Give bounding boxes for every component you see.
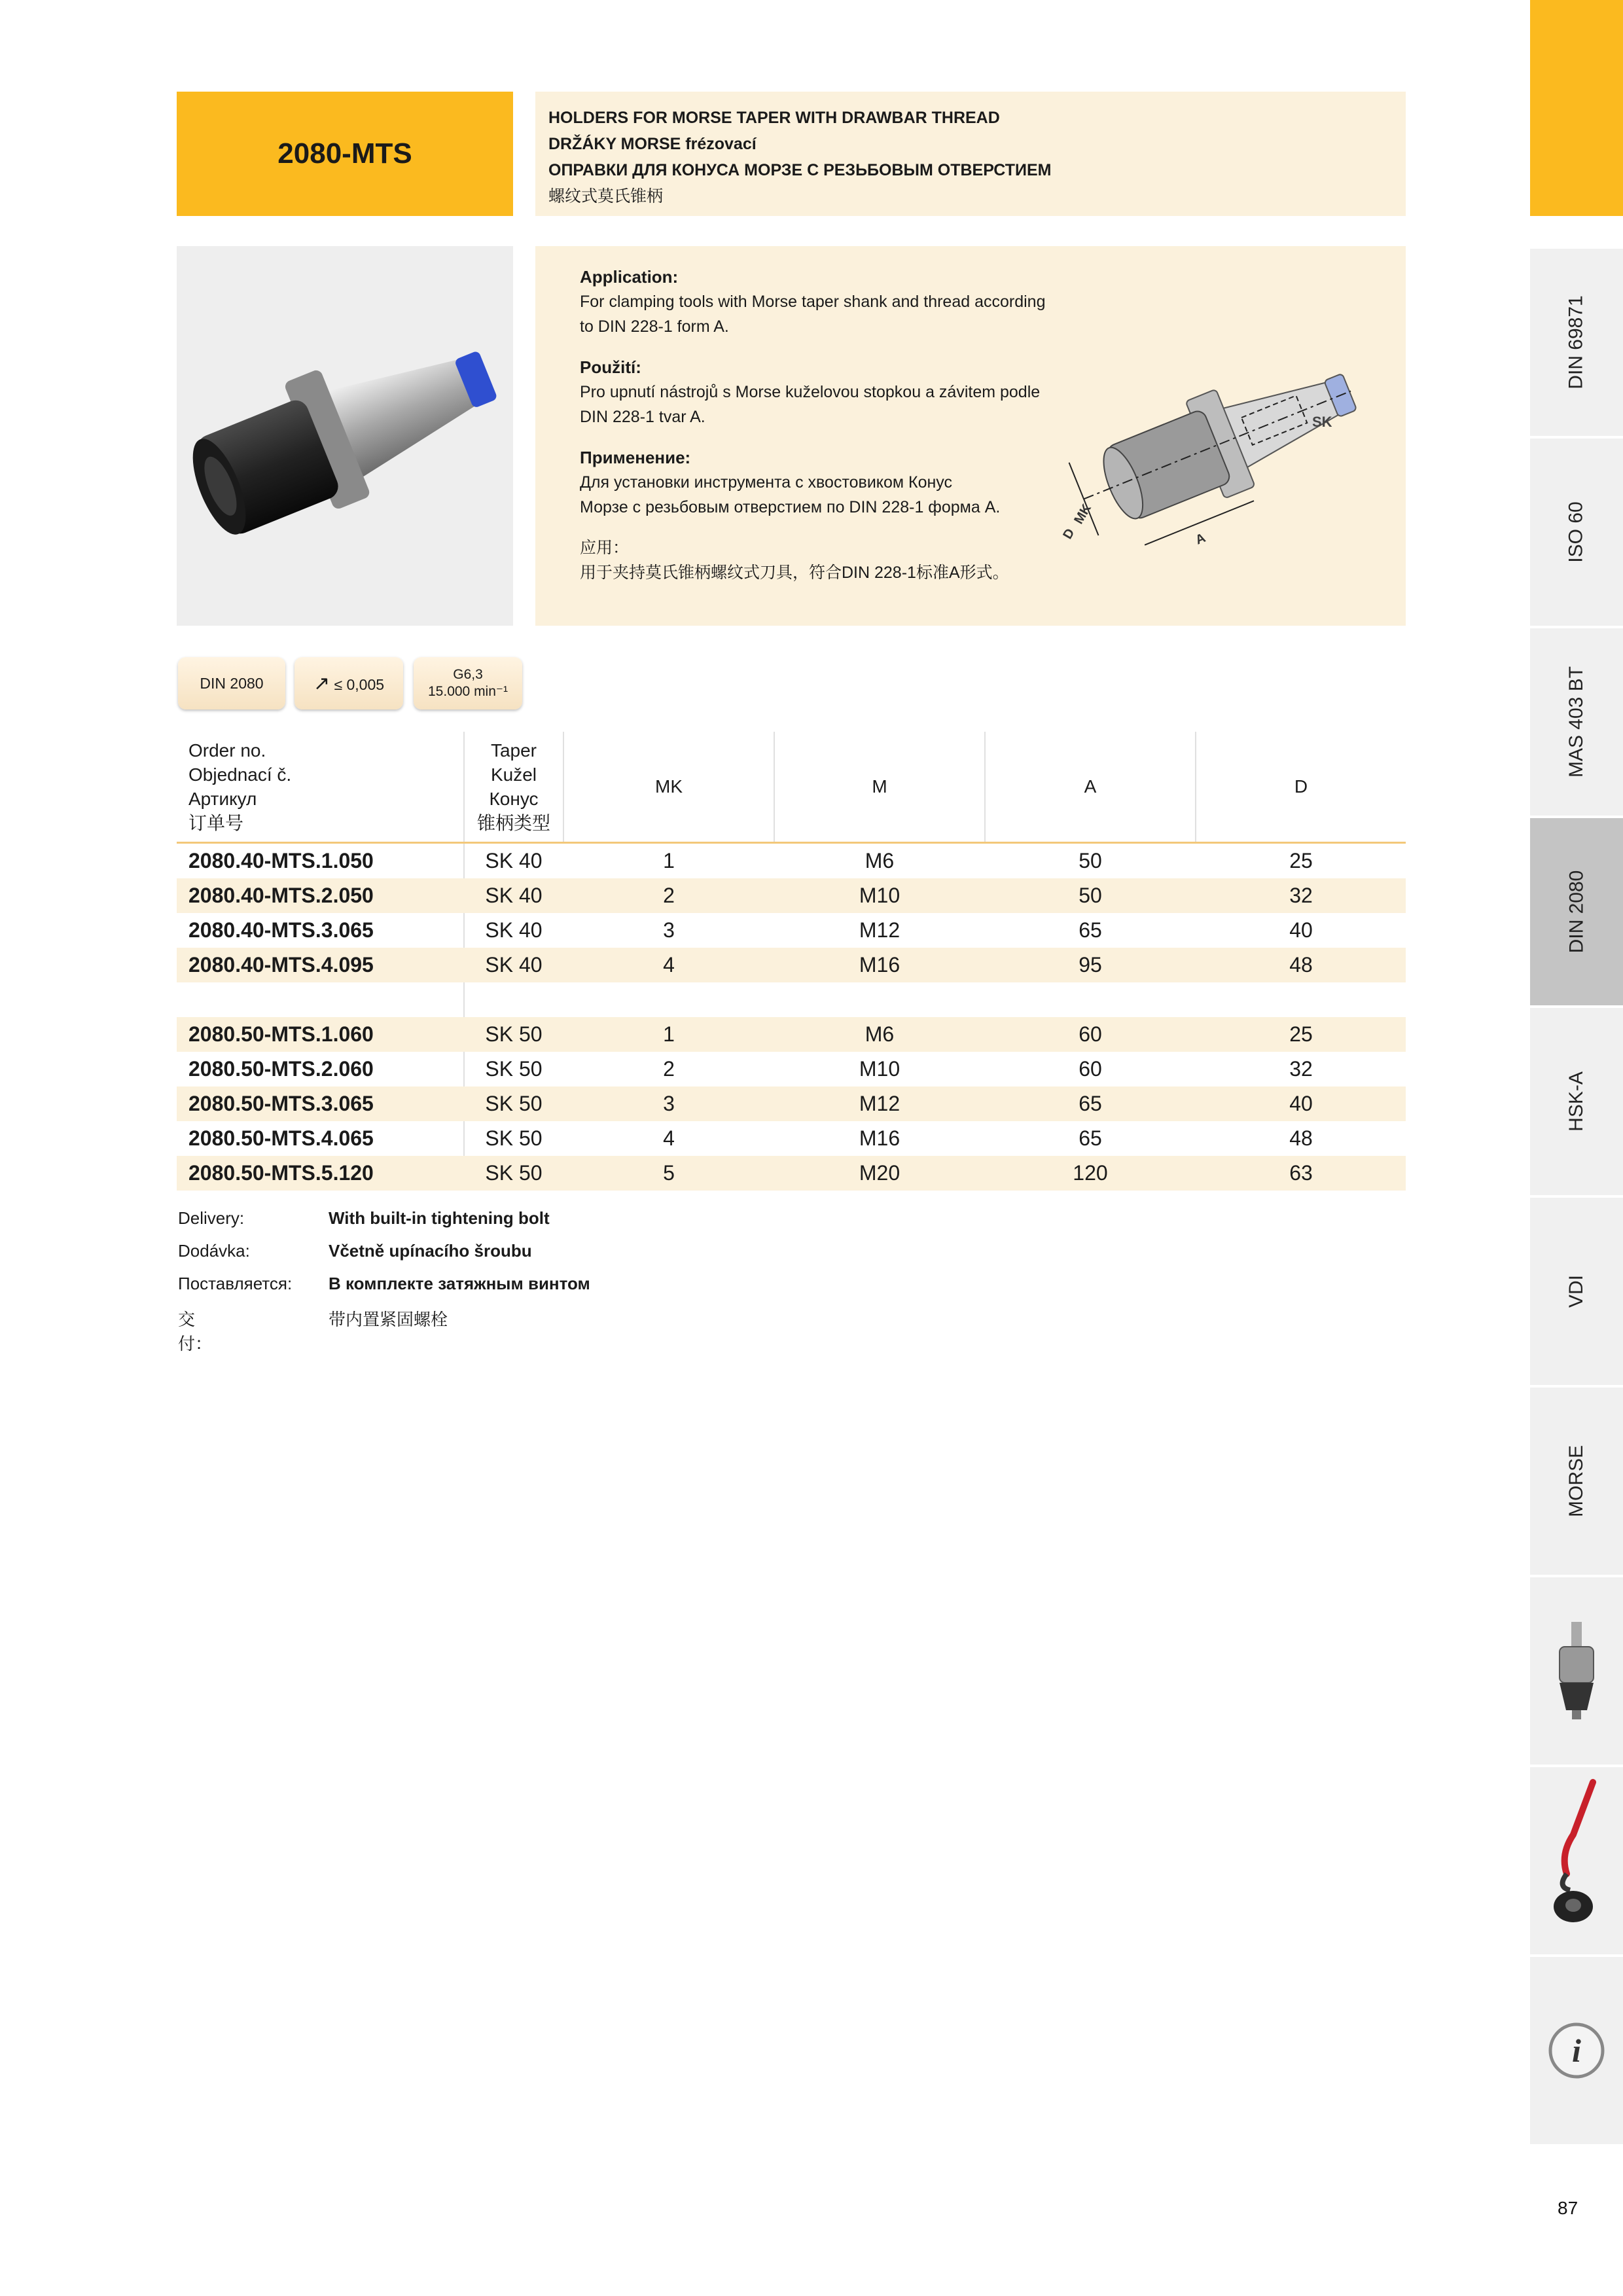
sidebar-tab-mas-403-bt[interactable]: MAS 403 BT bbox=[1530, 626, 1623, 816]
cell-mk: 3 bbox=[663, 918, 675, 942]
table-row bbox=[177, 878, 1406, 913]
cell-mk: 1 bbox=[663, 1022, 675, 1046]
cell-d: 40 bbox=[1289, 1092, 1313, 1115]
cell-taper: SK 40 bbox=[485, 884, 543, 907]
sidebar-nav bbox=[1530, 0, 1623, 2160]
sidebar-tab-din-2080[interactable]: DIN 2080 bbox=[1530, 816, 1623, 1005]
cell-d: 63 bbox=[1289, 1161, 1313, 1185]
application-label-cz: Použití: bbox=[580, 357, 641, 377]
cell-order: 2080.40-MTS.2.050 bbox=[188, 884, 374, 907]
cell-order: 2080.50-MTS.1.060 bbox=[188, 1022, 374, 1046]
drawing-label-sk: SK bbox=[1312, 414, 1332, 430]
cell-d bbox=[1196, 982, 1406, 1017]
cell-d: 25 bbox=[1289, 849, 1313, 872]
drawing-label-a: A bbox=[1193, 530, 1208, 548]
cell-mk: 5 bbox=[663, 1161, 675, 1185]
cell-order: 2080.50-MTS.5.120 bbox=[188, 1161, 374, 1185]
header-mk: MK bbox=[655, 776, 683, 797]
cell-a: 50 bbox=[1079, 849, 1102, 872]
drawing-label-d: D bbox=[1060, 526, 1078, 542]
cell-m bbox=[775, 982, 984, 1017]
runout-badge: ↗ ≤ 0,005 bbox=[294, 657, 403, 709]
cell-order: 2080.40-MTS.3.065 bbox=[188, 918, 374, 942]
cell-a: 60 bbox=[1079, 1022, 1102, 1046]
cell-a: 60 bbox=[1079, 1057, 1102, 1081]
cell-d: 32 bbox=[1289, 1057, 1313, 1081]
title-ru: ОПРАВКИ ДЛЯ КОНУСА МОРЗЕ С РЕЗЬБОВЫМ ОТВЕРСТИЕМ bbox=[548, 161, 1052, 179]
cell-order: 2080.40-MTS.4.095 bbox=[188, 953, 374, 977]
cell-taper: SK 50 bbox=[485, 1161, 543, 1185]
sidebar-tab-iso-60[interactable]: ISO 60 bbox=[1530, 436, 1623, 626]
sidebar-tab-drill-chuck[interactable] bbox=[1530, 1575, 1623, 1765]
wrench-and-nut-icon bbox=[1547, 1776, 1606, 1946]
cell-taper: SK 50 bbox=[485, 1092, 543, 1115]
header-m: M bbox=[872, 776, 887, 797]
cell-taper: SK 50 bbox=[485, 1126, 543, 1150]
cell-mk: 2 bbox=[663, 884, 675, 907]
svg-text:i: i bbox=[1572, 2032, 1581, 2069]
cell-mk: 3 bbox=[663, 1092, 675, 1115]
header-taper: Taper Kužel Конус 锥柄类型 bbox=[476, 740, 550, 833]
cell-taper: SK 40 bbox=[485, 849, 543, 872]
table-row bbox=[177, 1017, 1406, 1052]
cell-taper: SK 40 bbox=[485, 918, 543, 942]
cell-a: 65 bbox=[1079, 1092, 1102, 1115]
application-label-ru: Применение: bbox=[580, 448, 691, 467]
cell-d: 48 bbox=[1289, 1126, 1313, 1150]
sidebar-tab-din-69871[interactable]: DIN 69871 bbox=[1530, 246, 1623, 436]
sidebar-tab-wrench[interactable] bbox=[1530, 1765, 1623, 1954]
drill-chuck-icon bbox=[1550, 1622, 1603, 1720]
cell-mk: 2 bbox=[663, 1057, 675, 1081]
header-a: A bbox=[1084, 776, 1097, 797]
cell-m: M20 bbox=[859, 1161, 901, 1185]
table-body bbox=[177, 844, 1406, 1191]
cell-a: 65 bbox=[1079, 1126, 1102, 1150]
cell-order: 2080.40-MTS.1.050 bbox=[188, 849, 374, 872]
table-row bbox=[177, 948, 1406, 982]
sidebar-tab-morse[interactable]: MORSE bbox=[1530, 1385, 1623, 1575]
drawing-label-mk: MK bbox=[1071, 501, 1094, 527]
cell-m: M6 bbox=[865, 849, 895, 872]
cell-a bbox=[986, 982, 1195, 1017]
title-cn: 螺纹式莫氏锥柄 bbox=[548, 187, 664, 206]
sidebar-tab-info[interactable] bbox=[1530, 1954, 1623, 2144]
table-row bbox=[177, 844, 1406, 878]
title-cz: DRŽÁKY MORSE frézovací bbox=[548, 135, 757, 153]
cell-m: M10 bbox=[859, 884, 901, 907]
cell-a: 50 bbox=[1079, 884, 1102, 907]
title-panel bbox=[535, 92, 1406, 216]
cell-m: M12 bbox=[859, 1092, 901, 1115]
standard-badge: DIN 2080 bbox=[178, 657, 285, 709]
cell-m: M16 bbox=[859, 1126, 901, 1150]
cell-mk: 1 bbox=[663, 849, 675, 872]
cell-m: M10 bbox=[859, 1057, 901, 1081]
cell-order: 2080.50-MTS.3.065 bbox=[188, 1092, 374, 1115]
application-label-en: Application: bbox=[580, 267, 679, 287]
cell-a: 95 bbox=[1079, 953, 1102, 977]
info-icon bbox=[1547, 2021, 1606, 2080]
cell-mk: 4 bbox=[663, 953, 675, 977]
sidebar-accent bbox=[1530, 0, 1623, 216]
header-d: D bbox=[1294, 776, 1308, 797]
cell-order: 2080.50-MTS.2.060 bbox=[188, 1057, 374, 1081]
cell-a: 120 bbox=[1073, 1161, 1108, 1185]
table-header bbox=[177, 732, 1406, 844]
cell-m: M12 bbox=[859, 918, 901, 942]
application-text bbox=[580, 264, 1077, 601]
cell-order bbox=[177, 982, 475, 1017]
application-text-ru: Для установки инструмента с хвостовиком Конус Морзе с резьбовым отверстием по DIN 228-1 форма А. bbox=[580, 473, 1001, 516]
cell-mk bbox=[564, 982, 774, 1017]
application-text-cz: Pro upnutí nástrojů s Morse kuželovou stopkou a závitem podle DIN 228-1 tvar A. bbox=[580, 383, 1041, 426]
balance-badge: G6,3 15.000 min⁻¹ bbox=[414, 657, 522, 709]
sidebar-tab-vdi[interactable]: VDI bbox=[1530, 1195, 1623, 1385]
cell-taper: SK 50 bbox=[485, 1057, 543, 1081]
application-text-cn: 用于夹持莫氏锥柄螺纹式刀具，符合DIN 228-1标准A形式。 bbox=[580, 564, 1009, 582]
cell-order: 2080.50-MTS.4.065 bbox=[188, 1126, 374, 1150]
table-row bbox=[177, 1086, 1406, 1121]
product-table bbox=[177, 732, 1406, 1191]
cell-taper: SK 50 bbox=[485, 1022, 543, 1046]
cell-m: M6 bbox=[865, 1022, 895, 1046]
table-spacer-row bbox=[177, 982, 1406, 1017]
cell-d: 32 bbox=[1289, 884, 1313, 907]
title-en: HOLDERS FOR MORSE TAPER WITH DRAWBAR THREAD bbox=[548, 109, 1000, 127]
cell-d: 48 bbox=[1289, 953, 1313, 977]
cell-taper bbox=[465, 982, 563, 1017]
cell-taper: SK 40 bbox=[485, 953, 543, 977]
page-number: 87 bbox=[1558, 2198, 1578, 2218]
runout-icon: ↗ bbox=[313, 672, 330, 694]
product-code: 2080-MTS bbox=[277, 137, 412, 170]
table-row bbox=[177, 1052, 1406, 1086]
table-row bbox=[177, 1121, 1406, 1156]
product-code-banner bbox=[177, 92, 513, 216]
cell-mk: 4 bbox=[663, 1126, 675, 1150]
header-order: Order no. Objednací č. Артикул 订单号 bbox=[188, 740, 292, 833]
sidebar-tab-hsk-a[interactable]: HSK-A bbox=[1530, 1005, 1623, 1195]
cell-d: 40 bbox=[1289, 918, 1313, 942]
table-row bbox=[177, 1156, 1406, 1191]
cell-m: M16 bbox=[859, 953, 901, 977]
cell-a: 65 bbox=[1079, 918, 1102, 942]
application-label-cn: 应用： bbox=[580, 539, 630, 557]
technical-drawing bbox=[1034, 288, 1400, 602]
application-text-en: For clamping tools with Morse taper shank and thread according to DIN 228-1 form A. bbox=[580, 293, 1046, 336]
table-row bbox=[177, 913, 1406, 948]
cell-d: 25 bbox=[1289, 1022, 1313, 1046]
product-photo bbox=[177, 246, 513, 626]
